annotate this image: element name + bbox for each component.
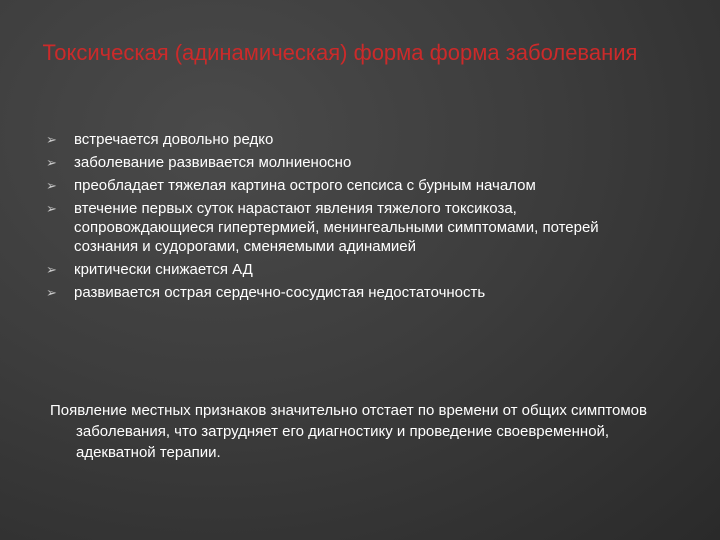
- bullet-list: [46, 130, 626, 306]
- bullet-text: развивается острая сердечно-сосудистая недостаточность: [74, 284, 486, 301]
- bullet-text: критически снижается АД: [74, 261, 253, 278]
- arrow-bullet-icon: ➢: [46, 132, 57, 147]
- summary-paragraph: Появление местных признаков значительно отстает по времени от общих симптомов заболевания, что затрудняет его диагностику и проведение своевременной, адекватной терапии.: [50, 402, 647, 461]
- bullet-text: втечение первых суток нарастают явления тяжелого токсикоза, сопровождающиеся гипертермией, менингеальными симптомами, потерей сознания и судорогами, сменяемыми адинамией: [74, 200, 599, 255]
- slide-title: Токсическая (адинамическая) форма форма заболевания: [42, 40, 638, 65]
- bullet-item: [46, 153, 626, 172]
- bullet-item: [46, 260, 626, 279]
- bullet-text: преобладает тяжелая картина острого сепсиса с бурным началом: [74, 177, 536, 194]
- arrow-bullet-icon: ➢: [46, 201, 57, 216]
- bullet-text: заболевание развивается молниеносно: [74, 154, 352, 171]
- arrow-bullet-icon: ➢: [46, 155, 57, 170]
- bullet-item: [46, 283, 626, 302]
- bullet-text: встречается довольно редко: [74, 131, 274, 148]
- bullet-item: [46, 199, 626, 256]
- arrow-bullet-icon: ➢: [46, 262, 57, 277]
- arrow-bullet-icon: ➢: [46, 285, 57, 300]
- bullet-item: [46, 130, 626, 149]
- arrow-bullet-icon: ➢: [46, 178, 57, 193]
- bullet-item: [46, 176, 626, 195]
